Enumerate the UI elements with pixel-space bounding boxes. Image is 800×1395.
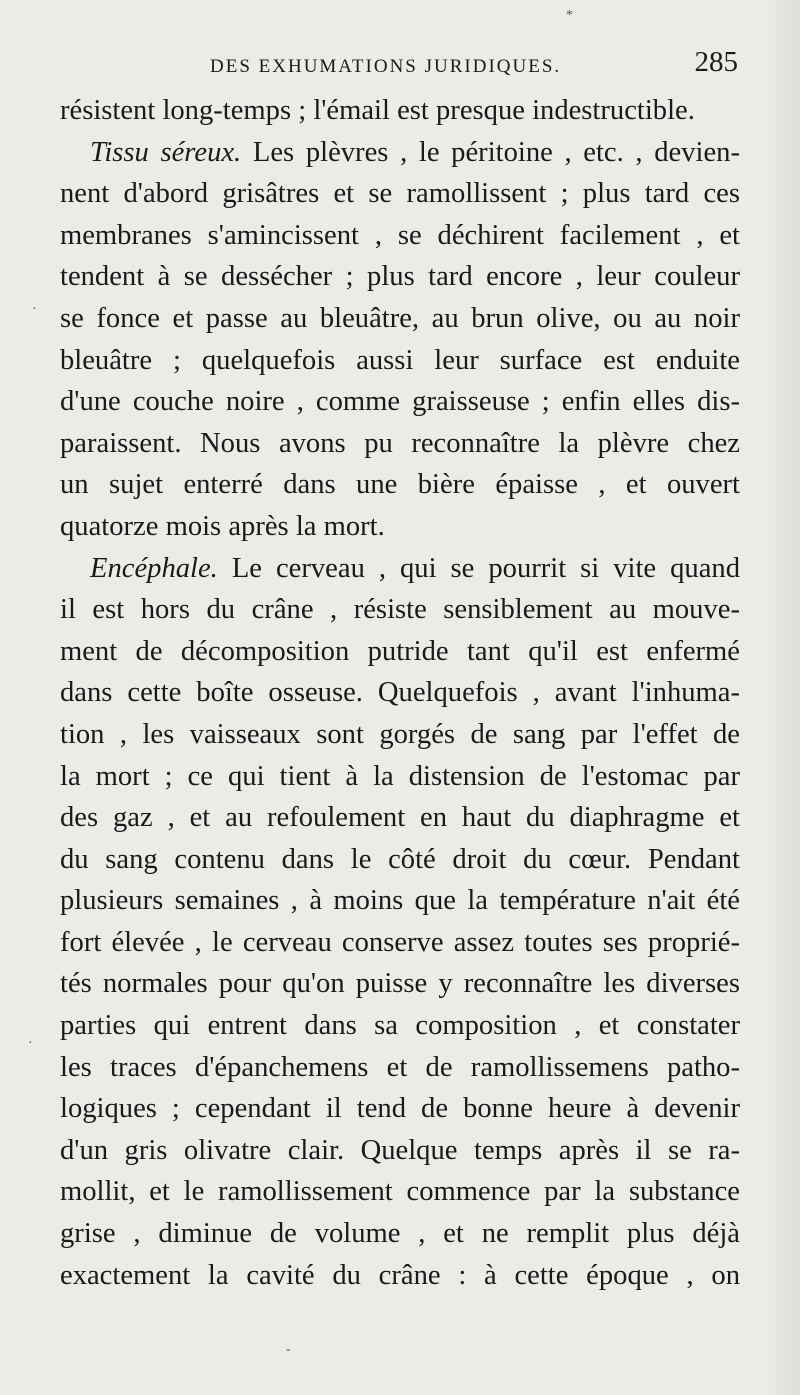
text-line: fort élevée , le cerveau conserve assez toutes ses proprié- bbox=[60, 926, 740, 958]
text-line: mollit, et le ramollissement commence par la substance bbox=[60, 1176, 740, 1208]
margin-dot: · bbox=[28, 1036, 33, 1051]
text-line: plusieurs semaines , à moins que la température n'ait été bbox=[60, 885, 740, 917]
text-line: dans cette boîte osseuse. Quelquefois , avant l'inhuma- bbox=[60, 677, 740, 709]
page-edge-shadow bbox=[764, 0, 800, 1395]
bottom-stroke-mark: - bbox=[286, 1342, 291, 1357]
text-line: tés normales pour qu'on puisse y reconnaître les diverses bbox=[60, 968, 740, 1000]
running-head bbox=[60, 46, 740, 82]
text-line: Tissu séreux. Les plèvres , le péritoine , etc. , devien- bbox=[90, 136, 740, 168]
text-line: il est hors du crâne , résiste sensiblement au mouve- bbox=[60, 594, 740, 626]
text-line: les traces d'épanchemens et de ramollissemens patho- bbox=[60, 1051, 740, 1083]
text-line: d'une couche noire , comme graisseuse ; enfin elles dis- bbox=[60, 386, 740, 418]
text-line: tion , les vaisseaux sont gorgés de sang par l'effet de bbox=[60, 718, 740, 750]
text-line: un sujet enterré dans une bière épaisse , et ouvert bbox=[60, 469, 740, 501]
text-line: membranes s'amincissent , se déchirent facilement , et bbox=[60, 219, 740, 251]
text-line: paraissent. Nous avons pu reconnaître la plèvre chez bbox=[60, 427, 740, 459]
margin-dot: · bbox=[32, 302, 37, 317]
print-speck: * bbox=[566, 8, 573, 23]
page-number: 285 bbox=[694, 46, 738, 78]
text-line: grise , diminue de volume , et ne remplit plus déjà bbox=[60, 1218, 740, 1250]
text-line: ment de décomposition putride tant qu'il est enfermé bbox=[60, 635, 740, 667]
text-line: la mort ; ce qui tient à la distension de l'estomac par bbox=[60, 760, 740, 792]
text-line: Encéphale. Le cerveau , qui se pourrit si vite quand bbox=[90, 552, 740, 584]
text-line: des gaz , et au refoulement en haut du diaphragme et bbox=[60, 802, 740, 834]
text-line: tendent à se dessécher ; plus tard encore , leur couleur bbox=[60, 261, 740, 293]
text-line: exactement la cavité du crâne : à cette époque , on bbox=[60, 1259, 740, 1291]
text-line: bleuâtre ; quelquefois aussi leur surface est enduite bbox=[60, 344, 740, 376]
text-line: du sang contenu dans le côté droit du cœur. Pendant bbox=[60, 843, 740, 875]
running-title: DES EXHUMATIONS JURIDIQUES. bbox=[210, 56, 562, 77]
section-heading-tissu-sereux: Tissu séreux. bbox=[90, 136, 242, 168]
text-line: résistent long-temps ; l'émail est presque indestructible. bbox=[60, 95, 695, 126]
body-text bbox=[60, 90, 740, 1296]
text-line: logiques ; cependant il tend de bonne heure à devenir bbox=[60, 1093, 740, 1125]
text-line: parties qui entrent dans sa composition , et constater bbox=[60, 1010, 740, 1042]
text-line: nent d'abord grisâtres et se ramollissent ; plus tard ces bbox=[60, 178, 740, 210]
text-line: se fonce et passe au bleuâtre, au brun olive, ou au noir bbox=[60, 302, 740, 334]
text-line: quatorze mois après la mort. bbox=[60, 510, 385, 542]
section-heading-encephale: Encéphale. bbox=[90, 552, 218, 584]
text-line: d'un gris olivatre clair. Quelque temps après il se ra- bbox=[60, 1134, 740, 1166]
